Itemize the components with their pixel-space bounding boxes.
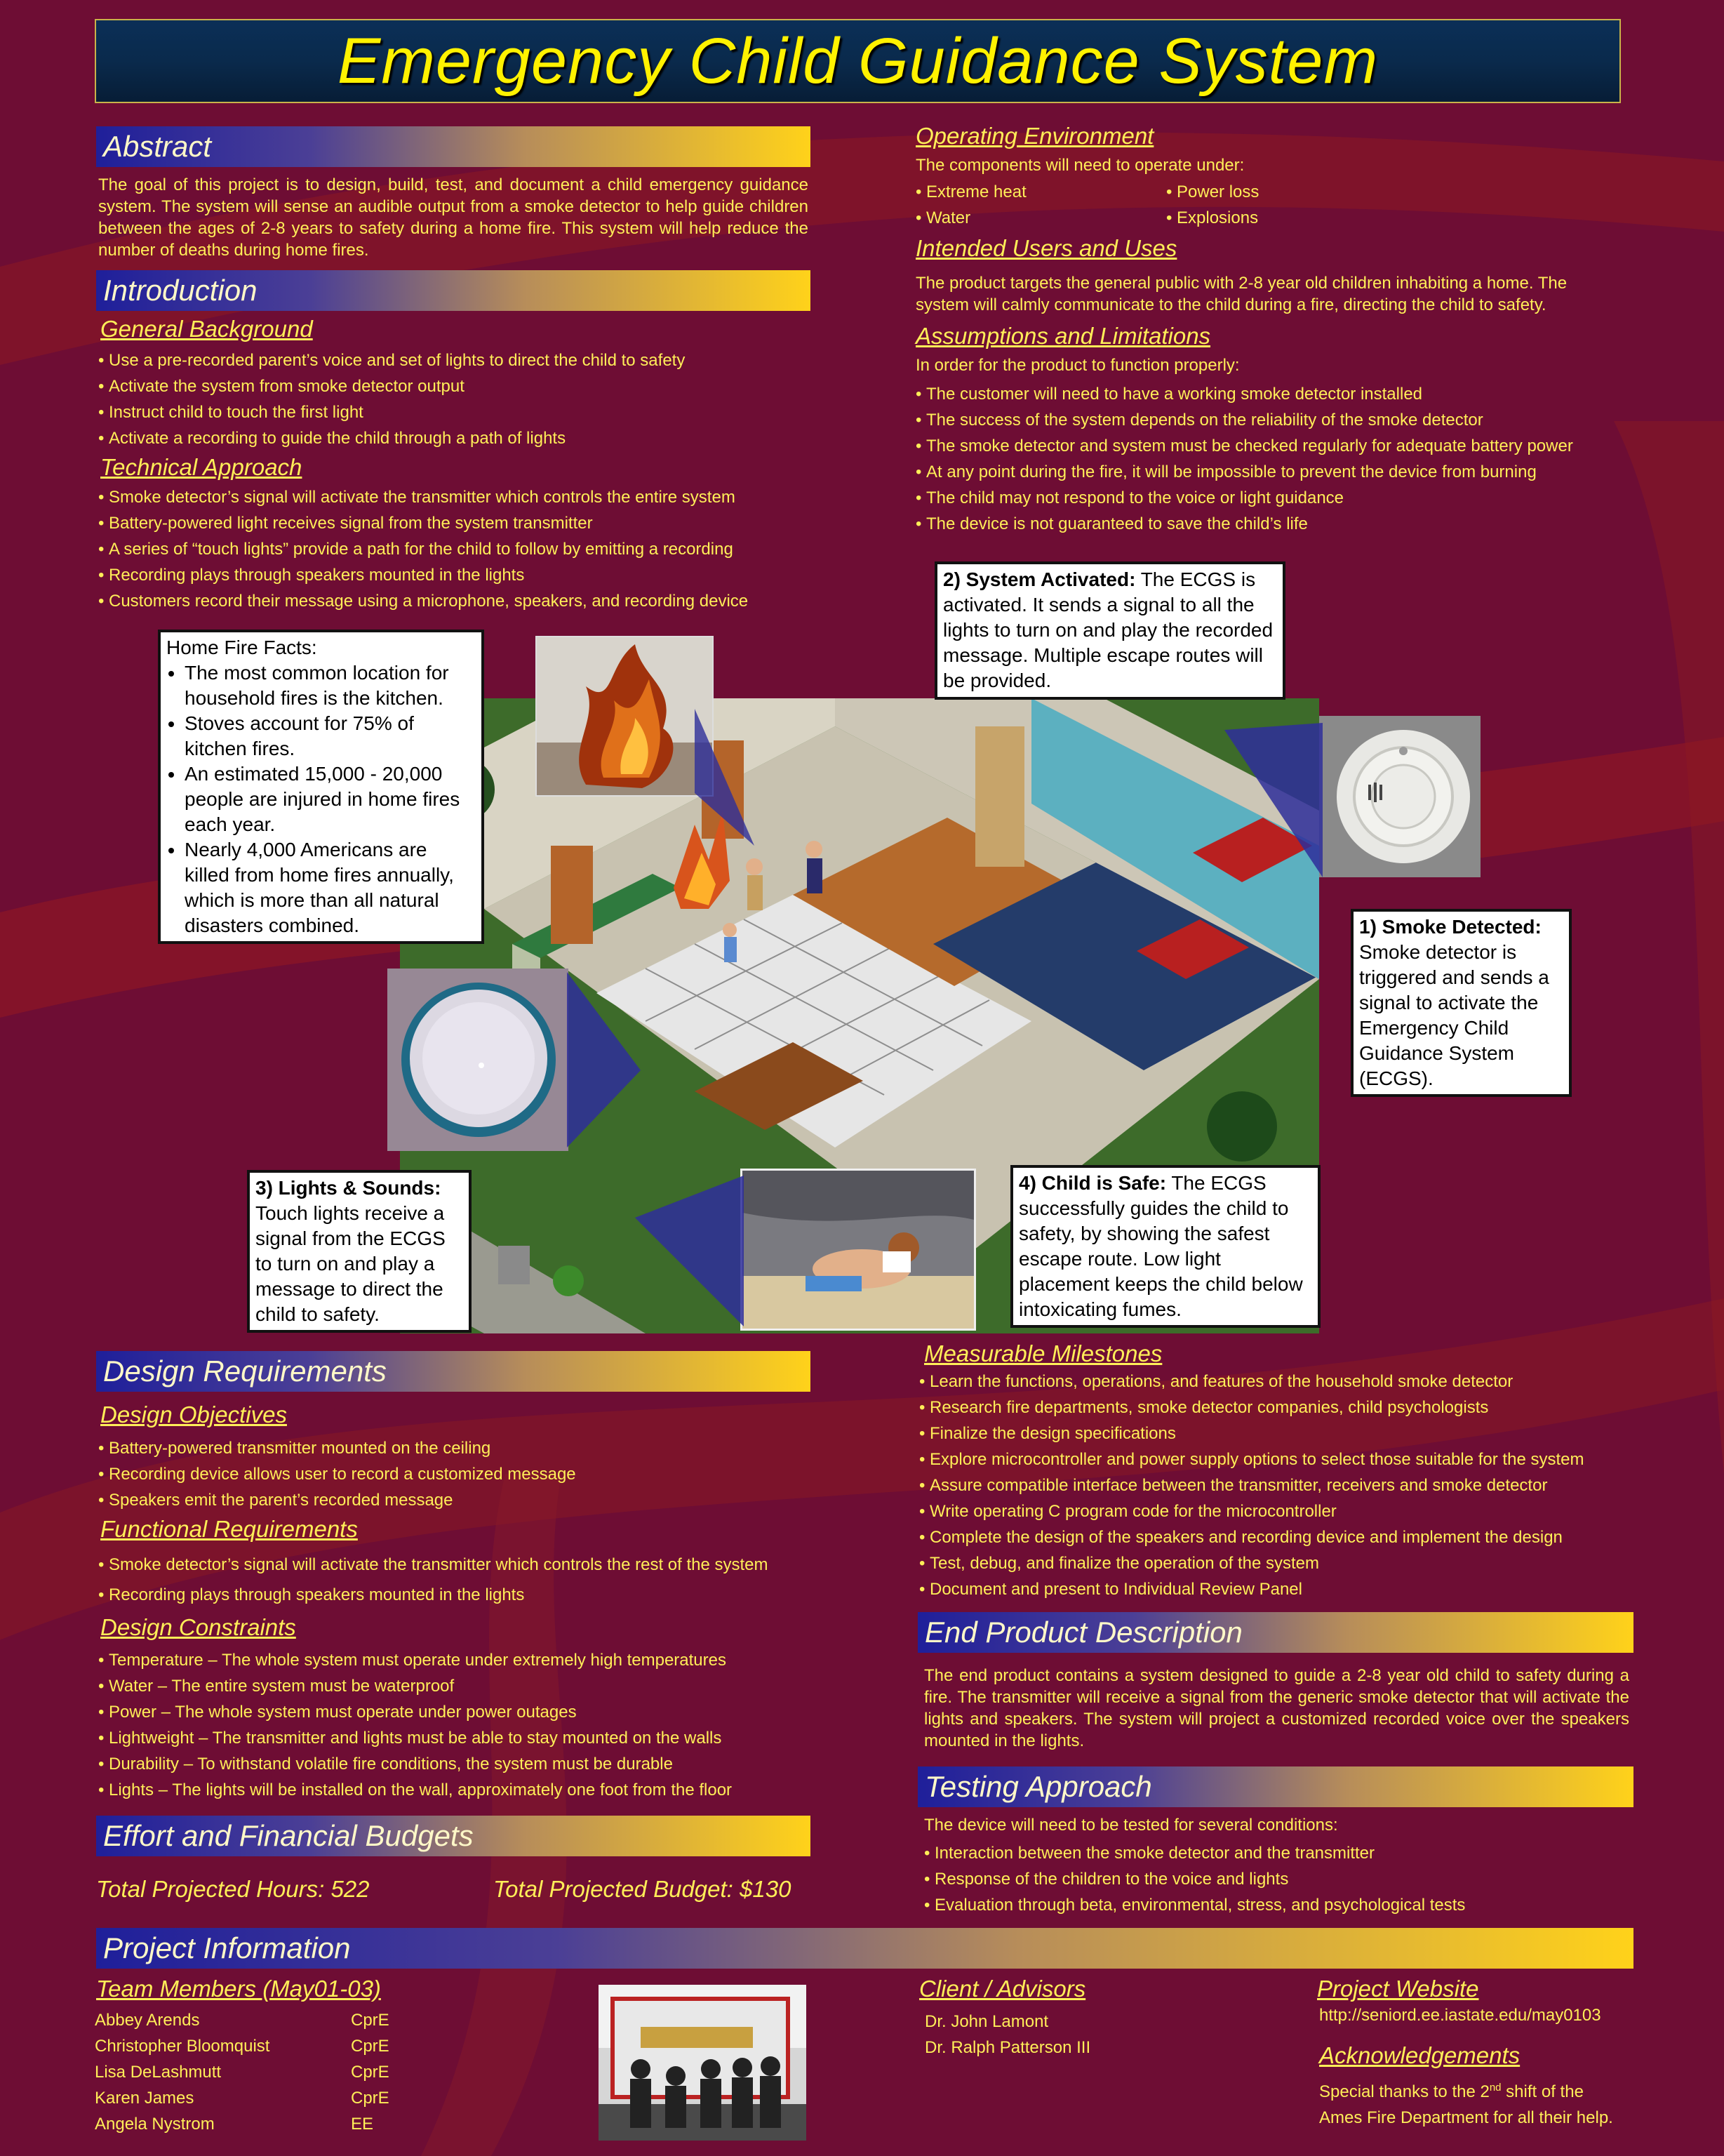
step4-label: 4) Child is Safe:: [1019, 1172, 1167, 1194]
abstract-text: The goal of this project is to design, build, test, and document a child emergency guidance system. The system will sense an audible output from a smoke detector to help guide children between the ages of 2-8 years to safety during a home fire. This system will help reduce the number of deaths during home fires.: [98, 175, 808, 260]
list-item: • Recording device allows user to record a customized message: [98, 1461, 821, 1487]
list-item: • Battery-powered light receives signal from the system transmitter: [98, 510, 821, 536]
list-item: • Smoke detector’s signal will activate the transmitter which controls the rest of the system: [98, 1550, 842, 1580]
testing-heading-bar: [918, 1766, 1633, 1807]
list-item: • Evaluation through beta, environmental, stress, and psychological tests: [924, 1892, 1626, 1918]
list-item: • Response of the children to the voice and lights: [924, 1866, 1626, 1892]
assumptions-heading: Assumptions and Limitations: [916, 323, 1211, 349]
home-fire-facts-list: [166, 660, 476, 938]
list-item: • Stoves account for 75% of kitchen fires.: [185, 711, 476, 761]
design-objectives-heading: Design Objectives: [100, 1402, 287, 1428]
poster-title: Emergency Child Guidance System: [337, 25, 1379, 97]
team-member-name: Abbey Arends: [95, 2011, 200, 2030]
intended-users-text: The product targets the general public with 2-8 year old children inhabiting a home. The system will calmly communicate to the child during a fire, directing the child to safety.: [916, 274, 1568, 314]
home-fire-facts-box: [158, 630, 484, 944]
milestones-heading: Measurable Milestones: [924, 1340, 1163, 1366]
list-item: • Lights – The lights will be installed on the wall, approximately one foot from the floor: [98, 1777, 842, 1803]
budgets-heading: Effort and Financial Budgets: [103, 1819, 474, 1852]
list-item: • Use a pre-recorded parent’s voice and set of lights to direct the child to safety: [98, 347, 814, 373]
step4-text: The ECGS successfully guides the child to safety, by showing the safest escape route. Low light placement keeps the child below intoxicating fumes.: [1019, 1172, 1303, 1320]
step1-text: Smoke detector is triggered and sends a signal to activate the Emergency Child Guidance System (ECGS).: [1359, 941, 1549, 1089]
ack-superscript: nd: [1489, 2082, 1502, 2094]
list-item: • Water – The entire system must be waterproof: [98, 1673, 842, 1699]
projected-hours: Total Projected Hours: 522: [96, 1876, 370, 1902]
abstract-heading: Abstract: [103, 130, 212, 163]
list-item: • Research fire departments, smoke detector companies, child psychologists: [919, 1395, 1677, 1420]
advisor-name: Dr. Ralph Patterson III: [925, 2038, 1091, 2057]
acknowledgements-line-2: Ames Fire Department for all their help.: [1319, 2108, 1613, 2127]
team-member-name: Christopher Bloomquist: [95, 2037, 270, 2056]
team-members-heading: Team Members (May01-03): [96, 1976, 381, 2002]
team-member-name: Angela Nystrom: [95, 2115, 215, 2134]
list-item: • Activate the system from smoke detector output: [98, 373, 814, 399]
team-member-name: Lisa DeLashmutt: [95, 2063, 222, 2082]
list-item: • Customers record their message using a microphone, speakers, and recording device: [98, 588, 821, 614]
testing-heading: Testing Approach: [925, 1770, 1152, 1803]
operating-environment-heading: Operating Environment: [916, 123, 1154, 149]
list-item: • Test, debug, and finalize the operation of the system: [919, 1550, 1677, 1576]
list-item: • Smoke detector’s signal will activate the transmitter which controls the entire system: [98, 484, 821, 510]
project-website-link[interactable]: http://seniord.ee.iastate.edu/may0103: [1319, 2006, 1601, 2025]
step4-child-safe-box: [1010, 1165, 1321, 1328]
functional-requirements-list: [98, 1550, 842, 1610]
end-product-heading: End Product Description: [925, 1616, 1243, 1649]
general-background-list: [98, 347, 814, 451]
introduction-heading-bar: [96, 270, 810, 311]
child-crawling-photo: [740, 1169, 976, 1331]
functional-requirements-heading: Functional Requirements: [100, 1516, 358, 1542]
list-item: • The smoke detector and system must be checked regularly for adequate battery power: [916, 433, 1659, 459]
home-fire-facts-title: Home Fire Facts:: [166, 637, 317, 658]
list-item: • Lightweight – The transmitter and lights must be able to stay mounted on the walls: [98, 1725, 842, 1751]
list-item: • Assure compatible interface between the transmitter, receivers and smoke detector: [919, 1472, 1677, 1498]
design-requirements-heading: Design Requirements: [103, 1355, 387, 1388]
step3-text: Touch lights receive a signal from the ECGS to turn on and play a message to direct the child to safety.: [255, 1202, 446, 1325]
design-constraints-list: [98, 1647, 842, 1803]
list-item: • The customer will need to have a working smoke detector installed: [916, 381, 1659, 407]
design-requirements-heading-bar: [96, 1351, 810, 1392]
list-item: • Power loss: [1166, 179, 1412, 205]
list-item: • Finalize the design specifications: [919, 1420, 1677, 1446]
list-item: • Write operating C program code for the microcontroller: [919, 1498, 1677, 1524]
smoke-detector-connector: [1224, 723, 1323, 877]
list-item: • The child may not respond to the voice or light guidance: [916, 485, 1659, 511]
list-item: • The success of the system depends on the reliability of the smoke detector: [916, 407, 1659, 433]
list-item: • Nearly 4,000 Americans are killed from home fires annually, which is more than all natural disasters combined.: [185, 837, 476, 938]
list-item: • Explore microcontroller and power supply options to select those suitable for the system: [919, 1446, 1677, 1472]
list-item: • Interaction between the smoke detector and the transmitter: [924, 1840, 1626, 1866]
intended-users-heading: Intended Users and Uses: [916, 235, 1177, 261]
step2-label: 2) System Activated:: [943, 568, 1136, 590]
team-member-name: Karen James: [95, 2089, 194, 2108]
list-item: • Document and present to Individual Review Panel: [919, 1576, 1677, 1602]
projected-budget: Total Projected Budget: $130: [493, 1876, 791, 1902]
list-item: • Power – The whole system must operate under power outages: [98, 1699, 842, 1725]
acknowledgements-text: [1319, 2075, 1656, 2131]
list-item: • Durability – To withstand volatile fire conditions, the system must be durable: [98, 1751, 842, 1777]
step3-label: 3) Lights & Sounds:: [255, 1177, 441, 1199]
list-item: • Speakers emit the parent’s recorded message: [98, 1487, 821, 1513]
list-item: • An estimated 15,000 - 20,000 people are injured in home fires each year.: [185, 761, 476, 837]
list-item: • The device is not guaranteed to save the child’s life: [916, 511, 1659, 537]
kitchen-fire-photo: [535, 636, 714, 797]
project-website-heading: Project Website: [1317, 1976, 1479, 2002]
step3-lights-sounds-box: [247, 1170, 472, 1333]
list-item: • A series of “touch lights” provide a path for the child to follow by emitting a recording: [98, 536, 821, 562]
step1-label: 1) Smoke Detected:: [1359, 916, 1542, 938]
design-constraints-heading: Design Constraints: [100, 1614, 296, 1640]
acknowledgements-line-1: Special thanks to the 2nd shift of the: [1319, 2082, 1584, 2101]
advisors-list: [925, 2009, 1220, 2061]
touch-light-photo: [387, 969, 568, 1151]
technical-approach-list: [98, 484, 821, 614]
list-item: • The most common location for household fires is the kitchen.: [185, 660, 476, 711]
list-item: • Explosions: [1166, 205, 1412, 231]
child-photo-connector: [635, 1176, 744, 1326]
operating-environment-list-2: [1166, 179, 1412, 231]
operating-environment-list-1: [916, 179, 1161, 231]
project-information-heading-bar: [96, 1928, 1633, 1969]
fire-connector-triangle: [695, 709, 758, 849]
general-background-heading: General Background: [100, 316, 313, 342]
list-item: • At any point during the fire, it will be impossible to prevent the device from burning: [916, 459, 1659, 485]
step1-smoke-detected-box: [1351, 909, 1572, 1097]
list-item: • Battery-powered transmitter mounted on the ceiling: [98, 1435, 821, 1461]
testing-intro: The device will need to be tested for several conditions:: [924, 1816, 1338, 1835]
title-banner: [95, 19, 1621, 103]
team-names: [95, 2007, 333, 2137]
assumptions-intro: In order for the product to function properly:: [916, 356, 1240, 375]
list-item: • Activate a recording to guide the child through a path of lights: [98, 425, 814, 451]
introduction-heading: Introduction: [103, 274, 258, 307]
list-item: • Recording plays through speakers mounted in the lights: [98, 562, 821, 588]
team-member-major: CprE: [351, 2089, 389, 2108]
step2-system-activated-box: [935, 561, 1285, 700]
client-advisors-heading: Client / Advisors: [919, 1976, 1086, 2002]
smoke-detector-photo: [1319, 716, 1481, 877]
milestones-list: [919, 1369, 1677, 1602]
list-item: • Temperature – The whole system must operate under extremely high temperatures: [98, 1647, 842, 1673]
abstract-heading-bar: [96, 126, 810, 167]
design-objectives-list: [98, 1435, 821, 1513]
touch-light-connector: [567, 972, 644, 1147]
assumptions-list: [916, 381, 1659, 537]
end-product-heading-bar: [918, 1612, 1633, 1653]
operating-environment-intro: The components will need to operate under:: [916, 156, 1245, 175]
acknowledgements-heading: Acknowledgements: [1319, 2042, 1521, 2068]
list-item: • Instruct child to touch the first light: [98, 399, 814, 425]
step2-text: The ECGS is activated. It sends a signal to all the lights to turn on and play the recorded message. Multiple escape routes will be provided.: [943, 568, 1274, 691]
team-member-major: CprE: [351, 2063, 389, 2082]
project-information-heading: Project Information: [103, 1931, 351, 1964]
list-item: • Recording plays through speakers mounted in the lights: [98, 1580, 842, 1610]
team-member-major: CprE: [351, 2011, 389, 2030]
team-member-major: CprE: [351, 2037, 389, 2056]
testing-list: [924, 1840, 1626, 1918]
budgets-heading-bar: [96, 1816, 810, 1856]
team-member-major: EE: [351, 2115, 374, 2134]
list-item: • Learn the functions, operations, and features of the household smoke detector: [919, 1369, 1677, 1395]
team-photo: [599, 1985, 806, 2141]
list-item: • Extreme heat: [916, 179, 1161, 205]
list-item: • Water: [916, 205, 1161, 231]
team-majors: [351, 2007, 435, 2137]
list-item: • Complete the design of the speakers and recording device and implement the design: [919, 1524, 1677, 1550]
technical-approach-heading: Technical Approach: [100, 454, 302, 480]
end-product-text: The end product contains a system designed to guide a 2-8 year old child to safety during a fire. The transmitter will receive a signal from the generic smoke detector that will activate the lights and speakers. The system will project a customized recorded voice over the speakers mounted in the lights.: [924, 1666, 1629, 1750]
advisor-name: Dr. John Lamont: [925, 2012, 1049, 2031]
